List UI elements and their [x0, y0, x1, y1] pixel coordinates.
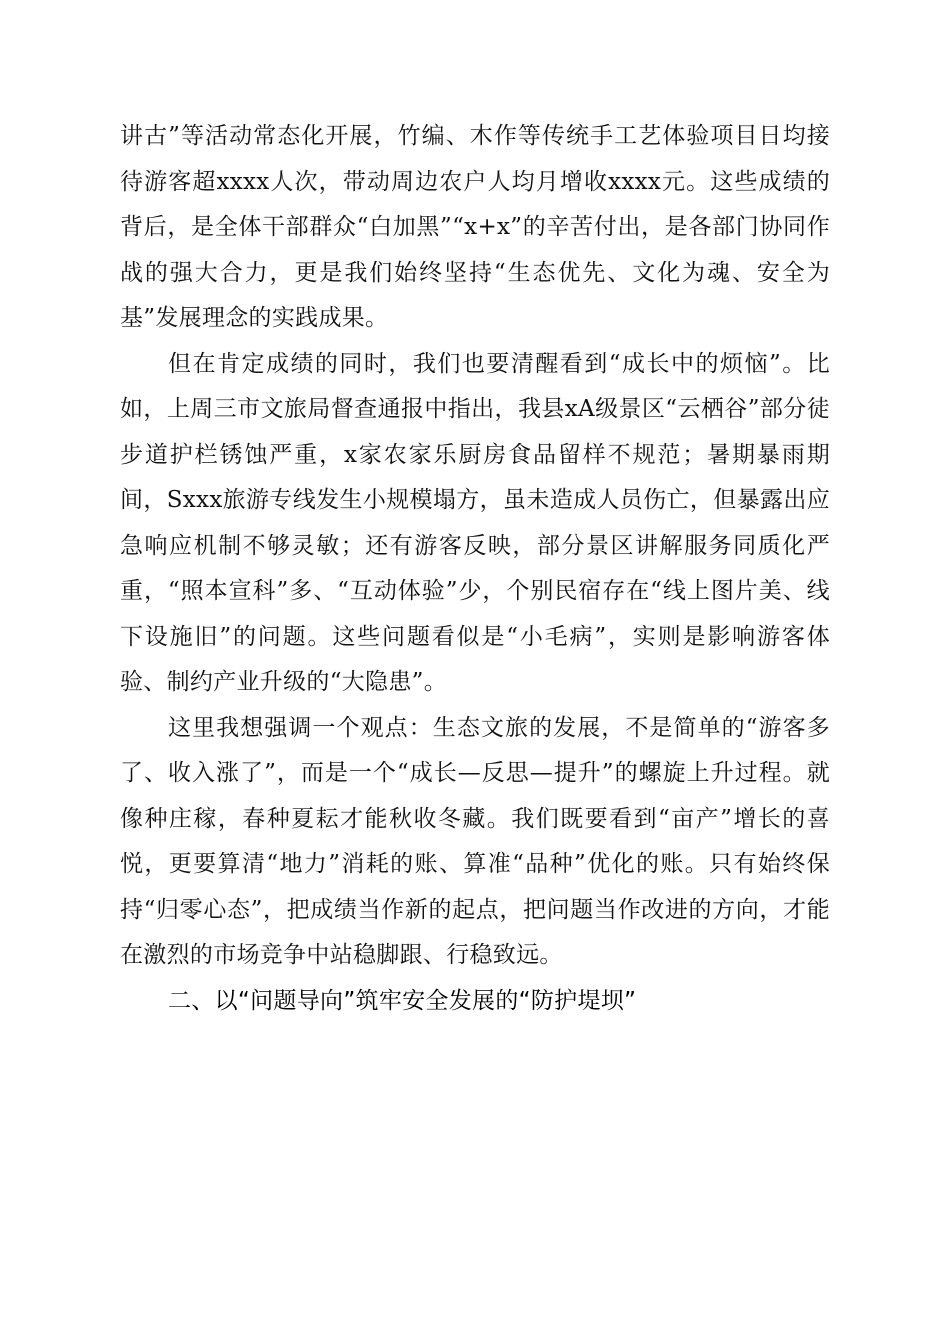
document-body [120, 114, 830, 1024]
section-heading: 二、以“问题导向”筑牢安全发展的“防护堤坝” [168, 987, 637, 1014]
paragraph-viewpoint: 这里我想强调一个观点：生态文旅的发展，不是简单的“游客多了、收入涨了”，而是一个“成长—反思—提升”的螺旋上升过程。就像种庄稼，春种夏耘才能秋收冬藏。我们既要看到“亩产”增长的喜悦，更要算清“地力”消耗的账、算准“品种”优化的账。只有始终保持“归零心态”，把成绩当作新的起点，把问题当作改进的方向，才能在激烈的市场竞争中站稳脚跟、行稳致远。 [120, 714, 830, 968]
paragraph-problems: 但在肯定成绩的同时，我们也要清醒看到“成长中的烦恼”。比如，上周三市文旅局督查通报中指出，我县xA级景区“云栖谷”部分徒步道护栏锈蚀严重，x家农家乐厨房食品留样不规范；暑期暴雨期间，Sxxx旅游专线发生小规模塌方，虽未造成人员伤亡，但暴露出应急响应机制不够灵敏；还有游客反映，部分景区讲解服务同质化严重，“照本宣科”多、“互动体验”少，个别民宿存在“线上图片美、线下设施旧”的问题。这些问题看似是“小毛病”，实则是影响游客体验、制约产业升级的“大隐患”。 [120, 350, 830, 695]
paragraph-continued: 讲古”等活动常态化开展，竹编、木作等传统手工艺体验项目日均接待游客超xxxx人次，带动周边农户人均月增收xxxx元。这些成绩的背后，是全体干部群众“白加黑”“x+x”的辛苦付出，是各部门协同作战的强大合力，更是我们始终坚持“生态优先、文化为魂、安全为基”发展理念的实践成果。 [120, 123, 830, 331]
